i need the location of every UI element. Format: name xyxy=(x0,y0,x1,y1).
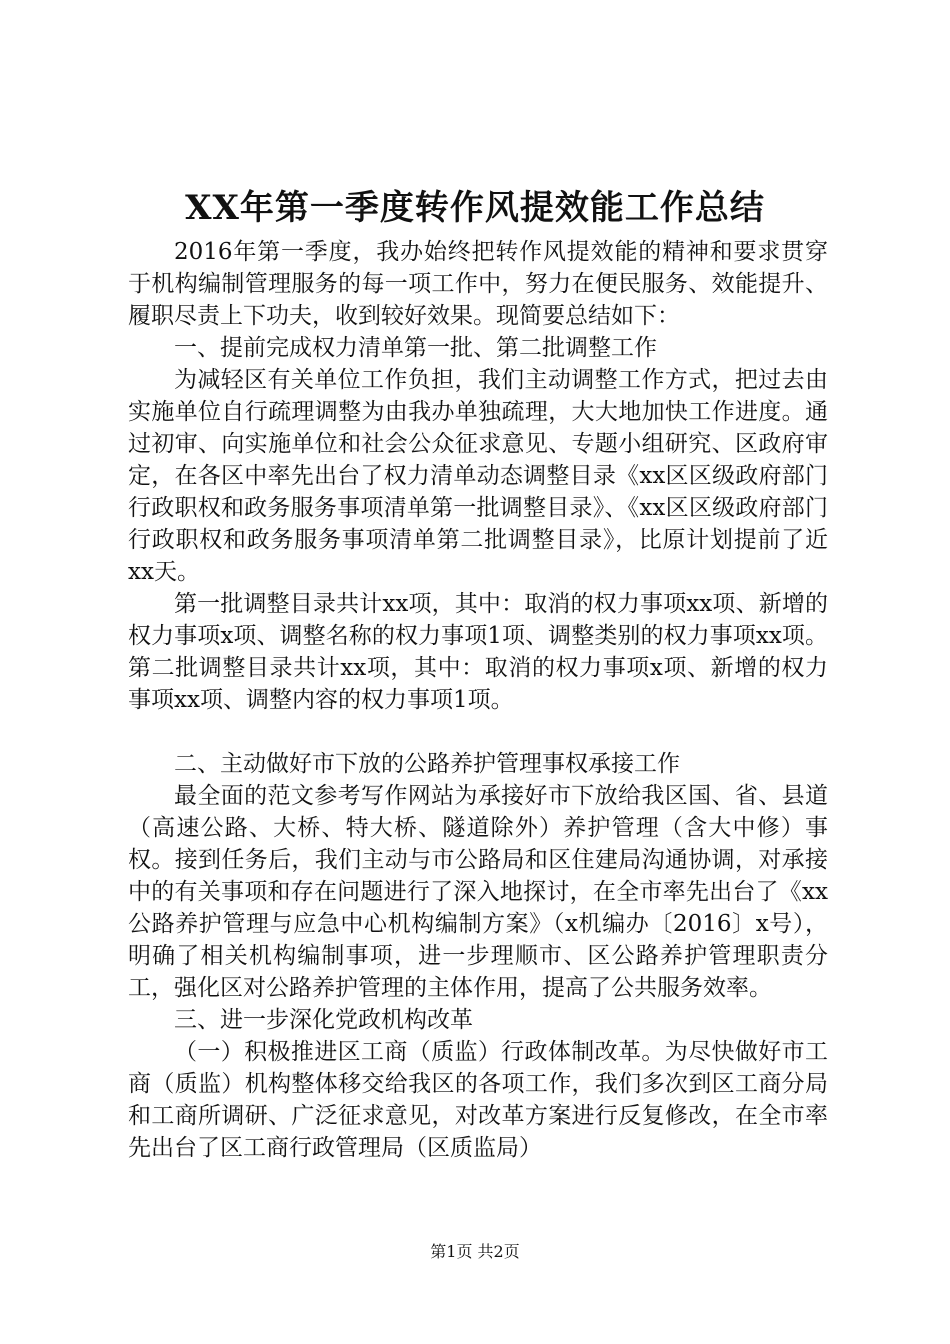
paragraph-section-1-detail: 第一批调整目录共计xx项，其中：取消的权力事项xx项、新增的权力事项x项、调整名称的权力事项1项、调整类别的权力事项xx项。第二批调整目录共计xx项，其中：取消的权力事项x项、新增的权力事项xx项、调整内容的权力事项1项。 xyxy=(128,591,828,713)
section-heading-3: 三、进一步深化党政机构改革 xyxy=(174,1007,473,1033)
page-footer: 第1页 共2页 xyxy=(430,1242,520,1261)
blank-line xyxy=(128,716,828,748)
paragraph-section-2: 最全面的范文参考写作网站为承接好市下放给我区国、省、县道（高速公路、大桥、特大桥、隧道除外）养护管理（含大中修）事权。接到任务后，我们主动与市公路局和区住建局沟通协调，对承接中的有关事项和存在问题进行了深入地探讨，在全市率先出台了《xx公路养护管理与应急中心机构编制方案》（x机编办〔2016〕x号），明确了相关机构编制事项，进一步理顺市、区公路养护管理职责分工，强化区对公路养护管理的主体作用，提高了公共服务效率。 xyxy=(128,783,828,1001)
section-heading-1: 一、提前完成权力清单第一批、第二批调整工作 xyxy=(174,335,657,361)
section-heading-2: 二、主动做好市下放的公路养护管理事权承接工作 xyxy=(174,751,680,777)
paragraph-intro: 2016年第一季度，我办始终把转作风提效能的精神和要求贯穿于机构编制管理服务的每一项工作中，努力在便民服务、效能提升、履职尽责上下功夫，收到较好效果。现简要总结如下： xyxy=(128,239,828,329)
paragraph-section-1: 为减轻区有关单位工作负担，我们主动调整工作方式，把过去由实施单位自行疏理调整为由我办单独疏理，大大地加快工作进度。通过初审、向实施单位和社会公众征求意见、专题小组研究、区政府审定，在各区中率先出台了权力清单动态调整目录《xx区区级政府部门行政职权和政务服务事项清单第一批调整目录》、《xx区区级政府部门行政职权和政务服务事项清单第二批调整目录》，比原计划提前了近xx天。 xyxy=(128,367,828,585)
document-body xyxy=(128,236,828,1164)
paragraph-section-3: （一）积极推进区工商（质监）行政体制改革。为尽快做好市工商（质监）机构整体移交给我区的各项工作，我们多次到区工商分局和工商所调研、广泛征求意见，对改革方案进行反复修改，在全市率先出台了区工商行政管理局（区质监局） xyxy=(128,1039,828,1161)
document-title: XX年第一季度转作风提效能工作总结 xyxy=(185,188,765,228)
